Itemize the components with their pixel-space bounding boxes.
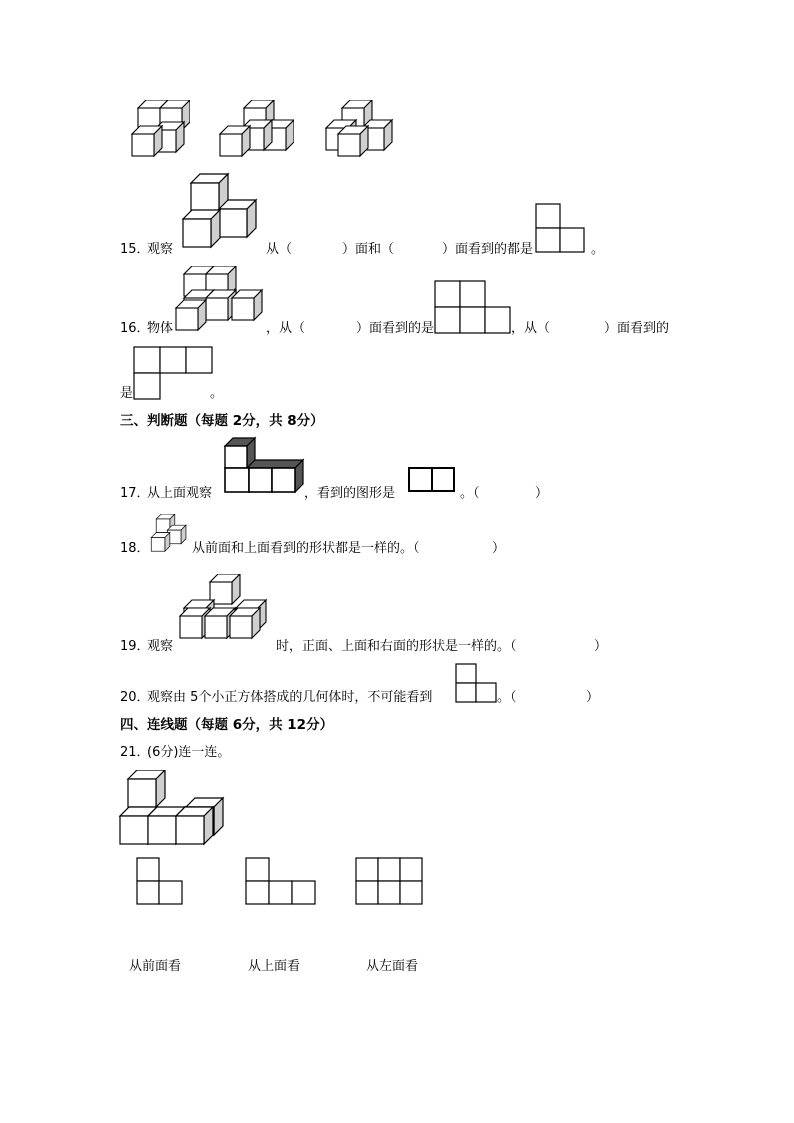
q17-text-bracket-close: ） [535,486,549,501]
q15-text-and: ）面和（ [342,242,395,257]
q19-solid [178,574,272,642]
q18-text: 从前面和上面看到的形状都是一样的。（ [192,541,420,556]
q16-number: 16． [120,321,150,336]
q16-solid [174,266,270,334]
solid-top-2 [218,100,294,158]
q19-text: 时，正面、上面和右面的形状是一样的。（ [276,639,517,654]
q21-text: (6分)连一连。 [147,745,231,760]
q16-period: 。 [210,386,224,401]
q15-text-from: 从（ [266,242,293,257]
q17-text-from-top: 从上面观察 [147,486,213,501]
q17-text-bracket-open: 。（ [460,486,480,501]
label-from-left[interactable]: 从左面看 [366,959,419,974]
q15-period: 。 [591,242,605,257]
q18-text-bracket-close: ） [492,541,506,556]
q15-solid [181,172,261,250]
q20-number: 20． [120,690,150,705]
q19-text-bracket-close: ） [594,639,608,654]
q15-view-shape [535,203,585,253]
q17-view-shape [408,467,456,493]
q21-option-shape-2[interactable] [245,857,317,905]
q17-number: 17． [120,486,150,501]
q21-option-shape-3[interactable] [355,857,425,905]
q15-text-both: ）面看到的都是 [442,242,534,257]
q20-text-bracket-close: ） [586,690,600,705]
q21-number: 21． [120,745,150,760]
q18-number: 18． [120,541,150,556]
q20-view-shape [455,663,497,703]
q21-solid [118,770,230,850]
q16-text-from2: ，从（ [511,321,551,336]
q20-text-bracket-open: 。（ [497,690,517,705]
label-from-front[interactable]: 从前面看 [129,959,182,974]
q15-number: 15． [120,242,150,257]
q20-text: 观察由 5个小正方体搭成的几何体时，不可能看到 [147,690,433,705]
q15-text-observe: 观察 [147,242,174,257]
solid-top-3 [324,100,396,158]
q19-text-observe: 观察 [147,639,174,654]
label-from-top[interactable]: 从上面看 [248,959,301,974]
q16-view-shape-1 [434,280,512,334]
section-4-title: 四、连线题（每题 6分，共 12分） [120,717,334,733]
section-3-title: 三、判断题（每题 2分，共 8分） [120,413,324,429]
q18-solid [150,514,192,554]
q17-solid [223,436,305,496]
q16-text-is: 是 [120,386,134,401]
q19-number: 19． [120,639,150,654]
q16-text-seen2: ）面看到的 [604,321,670,336]
q21-option-shape-1[interactable] [136,857,184,905]
q16-text-seen1: ）面看到的是 [356,321,435,336]
q16-view-shape-2 [133,346,213,400]
q16-text-object: 物体 [147,321,174,336]
q16-text-from1: ，从（ [266,321,306,336]
solid-top-1 [130,100,190,158]
q17-text-shape: ，看到的图形是 [304,486,396,501]
